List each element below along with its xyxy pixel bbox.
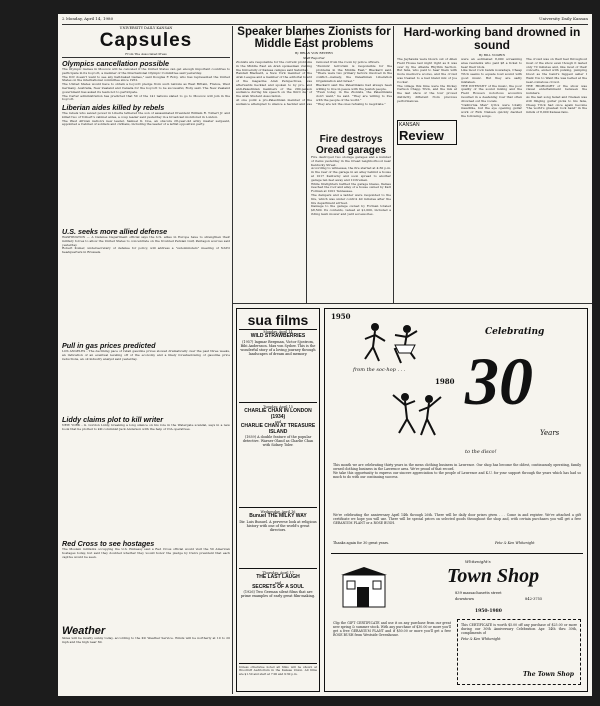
- column-rule-1: [232, 26, 233, 694]
- cert-sign: Pete & Ken Whitenight: [461, 637, 501, 641]
- film-listing-2: [239, 405, 317, 505]
- story-body: WASHINGTON — A Defense Department official says the U.S. allies in Europe have to strengthen their military forces to allow the United States to concentrate on the troubled Persian Gulf, Pentagon sources said yesterday. Robert Komer, undersecretary of defense for policy, will address a "sub-ministers" meeting of NATO headquarters in Brussels.: [62, 235, 230, 255]
- story-headline: Red Cross to see hostages: [62, 539, 155, 548]
- story-body: NEW YORK - G. Gordon Liddy, breaking a long silence on his role in the Watergate scandal, says in a new book that he plotted to kill columnist Jack Anderson with the help of CIA operatives.: [62, 423, 231, 431]
- film-listing-1: [239, 330, 317, 400]
- hardwork-body: The Jayhawks were blown out of Allen Field House last night right as it was over by the Atlanta Rhythm Section. But fans, who paid to hear them with more mediocre scores, and the crowd was treated to a bad bland mix of Joe Cocker. The village this time were the Dickey Carlson Chapp Trick, and the mix at the last show of the tour proved distinctly different from previous performances.: [397, 57, 457, 103]
- hrule: [232, 303, 592, 304]
- capsules-title: Capsules: [99, 30, 193, 51]
- disco-dancers-illustration: [385, 389, 455, 449]
- town-shop-ad: [324, 308, 588, 692]
- zionists-role: Staff Reporter: [303, 56, 325, 60]
- capsules-sub: From The Associated Press: [125, 52, 167, 56]
- story-headline: Liddy claims plot to kill writer: [62, 415, 164, 424]
- story-liberian: [62, 104, 230, 224]
- column-rule-2: [393, 26, 394, 304]
- page-header: [62, 16, 588, 25]
- film-listing-4: [239, 571, 317, 661]
- cert-text: This CERTIFICATE is worth $5.00 off any purchase of $25.00 or more during our 30th Anniversary Celebration Apr. 14th thru 30th, compliments of: [461, 623, 579, 635]
- ad-year-1980: 1980: [435, 377, 455, 386]
- kansan-kicker: KANSAN: [399, 122, 420, 128]
- film-date: Monday, April 14: [263, 330, 293, 334]
- shop-phone: 842-3755: [525, 597, 543, 601]
- zionists-byline: By BRIAN VON BEVERN: [294, 51, 334, 55]
- gift-certificate[interactable]: [457, 619, 581, 685]
- newspaper-page: [58, 14, 592, 696]
- weather-text: Skies will be mostly sunny today, according to the KU Weather Service. Winds will be northerly at 10 to 20 mph and the high near 60.: [62, 636, 231, 644]
- weather-box: [62, 625, 230, 665]
- film-desc: (1939) A double feature of the popular detective. Warner Oland as Charlie Chan with Sidney Toler.: [242, 435, 314, 448]
- film-title: THE LAST LAUGH: [256, 574, 300, 580]
- ad-thanks: Thanks again for 30 great years.: [333, 541, 390, 545]
- kansan-title: Review: [399, 128, 444, 143]
- sua-films-box: [236, 308, 320, 692]
- hardwork-headline: Hard-working band drowned in sound: [403, 25, 581, 52]
- capsules-column: [62, 26, 230, 692]
- shop-owner: Whitenight's: [465, 559, 491, 564]
- ad-intro: This month we are celebrating thirty years in the mens clothing business in Lawrence. Our shop has become the oldest, continuously operating, family owned clothing business in the Lawrence area. We're proud of that record. We take this opportunity to express our sincere appreciation to the people of Lawrence and K.U. for your support through the years which has had so much to do with our continuing success.: [333, 463, 581, 479]
- sochop-dancers-illustration: [345, 319, 455, 369]
- film-date: Tuesday, April 15: [263, 405, 293, 409]
- film-date: Wednesday, April 16: [260, 510, 296, 514]
- story-body: The rebels who seized power in Liberia tethered the son of assassinated President William R. Tolbert Jr. and killed two of Tolbert's cabinet aides, a coup leader said yesterday in a broadcast monitored in London. The West African nation's new leader, Samuel K. Doe, an obscure 28-year-old army master sergeant, appointed a Cabinet of soldiers and civilians, including the leader of a leftist opposition party.: [62, 111, 230, 127]
- ad-range: 1950-1980: [475, 609, 502, 614]
- header-right: University Daily Kansan: [539, 16, 588, 21]
- film-date: Thursday, April 17: [262, 571, 294, 575]
- ad-offer: We're celebrating the anniversary April 14th through 26th. There will be daily door prizes given . . . Come in and register. We've attached a gift certificate we hope you will use. There will be special prices on selected goods throughout the shop and, with certain purchases you will get a free GERANIUM PLANT or a ROSE BUSH.: [333, 513, 583, 525]
- film-desc: (1926) Two German silent films that are prime examples of early great film-making.: [240, 590, 316, 599]
- film-desc: (1957) Ingmar Bergman, Victor Sjostrom, Bibi Andersson. Max von Sydow. This is the wonderful story of a loving journey through landscapes of dream and memory.: [240, 339, 316, 356]
- review-column: [397, 26, 587, 302]
- shop-name: Town Shop: [447, 565, 540, 587]
- ad-years: Years: [540, 429, 560, 437]
- film-desc: Dir. Luis Bunuel. A perverse look at religious history with one of the world's great directors.: [239, 519, 317, 532]
- fire-headline: Fire destroys Oread garages: [315, 134, 387, 156]
- fire-story: [311, 134, 391, 302]
- ad-thirty: 30: [465, 343, 533, 419]
- weather-title: Weather: [62, 625, 106, 637]
- ad-caption-1: from the soc-hop . . .: [353, 367, 406, 373]
- film-title-2: CHARLIE CHAN AT TREASURE ISLAND: [240, 423, 316, 435]
- film-title: WILD STRAWBERRIES: [250, 333, 306, 339]
- ad-caption-2: to the disco!: [465, 449, 497, 455]
- cert-logo: The Town Shop: [522, 671, 574, 678]
- ad-coupon-text: Clip the GIFT CERTIFICATE and use it on any purchase from our great new spring & summer stock. With any purchase of $30.00 or more you'll get a free GERANIUM PLANT and if $50.00 or more you'll get a free ROSE BUSH from Westside Greenhouse.: [333, 621, 453, 637]
- story-olympics: [62, 60, 230, 100]
- story-body: The Moslem militants occupying the U.S. Embassy said a Red Cross official would visit the 50 American hostages today, but said they doubted whether they would honor the pledge by Iran's president that each captive would be seen.: [62, 547, 231, 559]
- story-pull: [62, 342, 230, 412]
- capsules-kicker: UNIVERSITY DAILY KANSAN: [119, 26, 173, 30]
- story-us: [62, 228, 230, 338]
- fire-body: Fire destroyed two storage garages and a number of items yesterday in the Oread neighborhood near Kentucky Street. According to witnesses, the fire started at 4:30 p.m. in the rear of the garage in an alley behind a house at 1017 Kentucky and soon spread to another garage ten feet away and 10 firemen. While firefighters battled the garage blazes, flames reached the roof and alley of a house owned by Karl Forman at 1001 Tennessee. The dampers and a ladder were responded to the fire, which was under control 40 minutes after the fire department arrived. Damage to the garage owned by Forman totaled $8,500. Its contents, valued at $1,000, included a riding lawn mower and yard accessories.: [311, 155, 391, 216]
- story-body: LOS ANGELES - The declining pace of retail gasoline prices slowed dramatically over the past three weeks, an indication of an eventual leveling off of the economy and a likely foreshadowing of gasoline price reductions, an oil industry analyst said yesterday.: [62, 349, 231, 361]
- film-title-2: SECRETS OF A SOUL: [252, 583, 304, 590]
- film-extra: and: [274, 580, 282, 585]
- films-footer: Unless otherwise noted all films will be shown at Woodruff Auditorium in the Kansas Union. All films are $1.50 and start at 7:00 and 9:30 p.m.: [239, 665, 318, 676]
- story-headline: Olympics cancellation possible: [62, 59, 170, 68]
- header-left: 2 Monday, April 14, 1980: [62, 16, 114, 21]
- shop-address: 839 massachusetts street: [455, 591, 502, 595]
- story-liddy: [62, 416, 230, 536]
- ad-year-1950: 1950: [331, 312, 351, 321]
- film-extra: and: [274, 420, 282, 425]
- zionists-headline: Speaker blames Zionists for Middle East problems: [237, 26, 391, 50]
- film-title: Bunuel THE MILKY WAY: [249, 513, 307, 519]
- story-headline: Liberian aides killed by rebels: [62, 103, 165, 112]
- ad-sign: Pete & Ken Whitenight: [495, 541, 535, 545]
- story-headline: U.S. seeks more allied defense: [62, 227, 168, 236]
- hardwork-byline: By BILL VOGRIN: [478, 53, 506, 57]
- shop-city: downtown: [455, 597, 474, 601]
- story-body: The Olympic Games in Moscow will be canceled if the United States can get enough important countries to participate in its boycott, a member of the International Olympic Committee said yesterday. The IOC doesn't want to see any half-baked Games," said Douglas F. Roby, who has represented the United States on the international committee since 1952. The United States would have to obtain a boycott pledge from such nations as West Britain, France, West Germany, Australia, New Zealand and Canada for the boycott to be successful, Roby said. The New Zealand government has asked its team not to participate. The Carter administration has predicted that 50 of the 141 nations slated to go to Moscow will join in the boycott.: [62, 67, 230, 102]
- story-redcross: [62, 540, 230, 622]
- ad-divider: [331, 553, 583, 554]
- kansan-review-logo: [397, 120, 457, 145]
- ad-celebrating: Celebrating: [485, 327, 545, 337]
- storefront-illustration: [339, 565, 389, 609]
- review-body: were an estimated 8,000 screaming area residents who paid $8 a ticket to hear their idols. Like most rock bands nowadays, Cheap Trick seems to equate loud sound with good music. But they are sadly mistaken. THE INTENSITY of the music, the poor quality of the sound mixing and the Field House's notorious acoustics resulted in a deafening roar that often drowned out the vocals. "California Man" lyrics were totally inaudible, but the eye opening guitar work of Rick Nielsen quickly dazzled the following songs. The crowd was on their feet throughout most of the show even though it lasted only 70 minutes and, like most of their concerts, ended with pulsing, pumping blood as the band's biggest seller I Want You to Want Me was belted at the near-comatose crowd. THE HIGHLIGHT of the show was visual entertainment between the numbers. As the last song faded and Nielsen was still flinging guitar picks to his fans, Cheap Trick had once again become "the world's greatest rock band" in the minds of 8,000 Kansas fans.: [461, 57, 587, 118]
- story-headline: Pull in gas prices predicted: [62, 341, 156, 350]
- film-title: CHARLIE CHAN IN LONDON (1934): [244, 408, 312, 420]
- film-listing-3: [239, 510, 317, 566]
- sua-films-title: sua films: [239, 311, 317, 330]
- zionists-body: Zionists are responsible for the current problems in the Middle East an Arab spokesman visiting the University of Kansas campus said Saturday. Randall Blackard, a New York member of the Arab League and a member of the editorial board of the magazine Arab Perspectives, was afterwards heckled and spoken to by pro- and anti-Palestinian members of the 200-person audience during his speech on the third day of the Arab Student Association. At one point a pro-Palestinian member of the audience attempted to silence a heckler and was removed from the room by police officers. "Zionists' terrorism is responsible for the problems in the Middle East," Blackard said. "There were two primary factors involved in the conflict—namely, the Palestinian Liberation Organization and Israel." Blackard said the Palestinians had always been willing to live in peace with the Jewish people. "Even today, in the Zionists, the Palestinians don't want," he said. "They are willing to live with the people of the world." "They are not the ones refusing to negotiate.": [236, 60, 392, 106]
